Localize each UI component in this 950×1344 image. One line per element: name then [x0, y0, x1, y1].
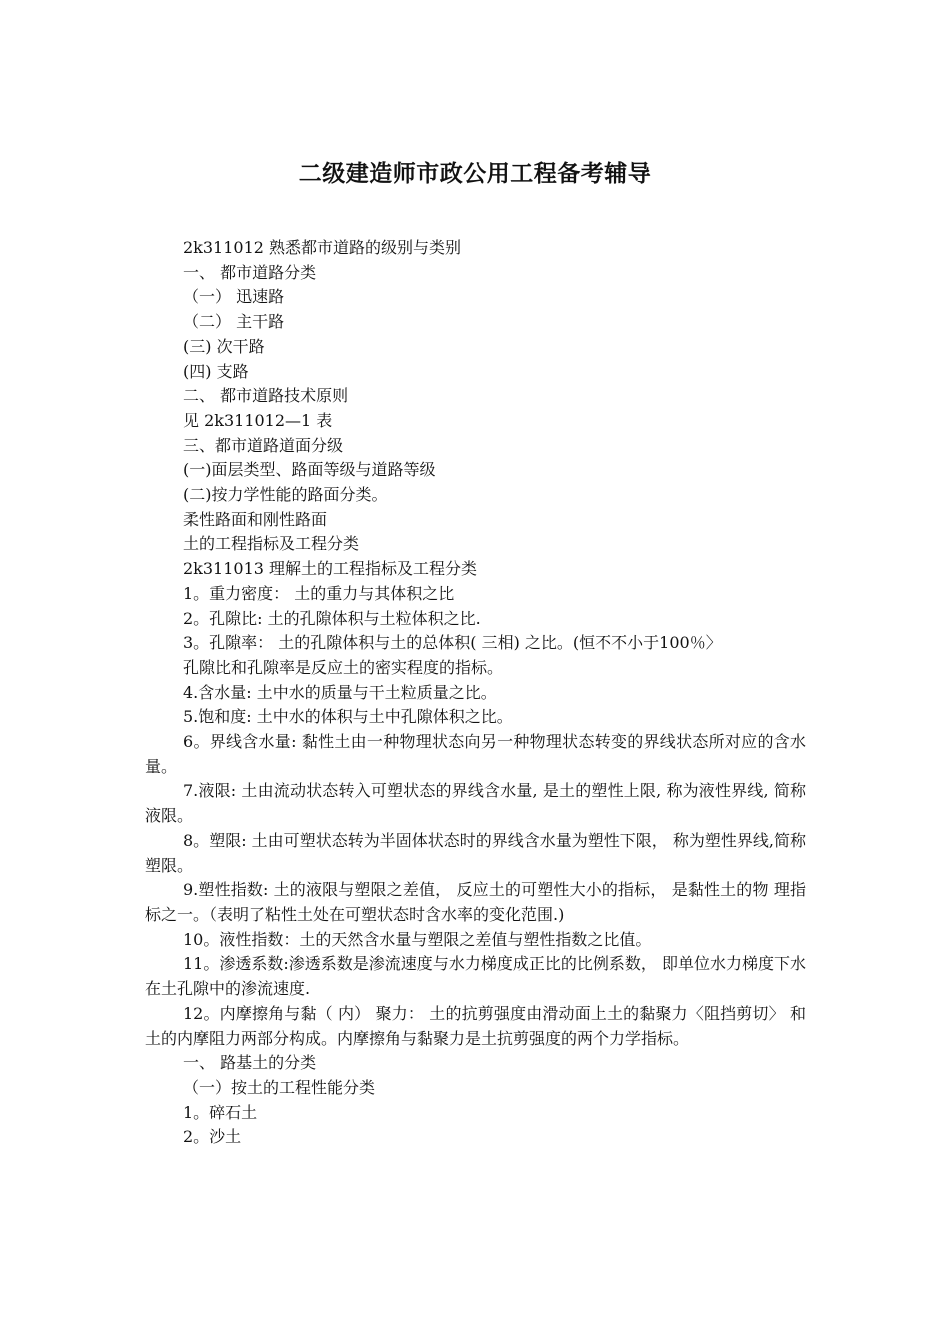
paragraph: 2。沙土 [183, 1127, 242, 1147]
paragraph: (四) 支路 [183, 361, 249, 381]
paragraph: 柔性路面和刚性路面 [183, 509, 328, 529]
paragraph: 1。重力密度： 土的重力与其体积之比 [183, 583, 455, 603]
document-title: 二级建造师市政公用工程备考辅导 [298, 161, 652, 187]
document-body [145, 236, 806, 1150]
paragraph: （一） 迅速路 [183, 287, 285, 307]
paragraph: 10。液性指数：土的天然含水量与塑限之差值与塑性指数之比值。 [183, 929, 652, 949]
paragraph: (一)面层类型、路面等级与道路等级 [183, 460, 436, 480]
paragraph: 7.液限: 土由流动状态转入可塑状态的界线含水量, 是土的塑性上限, 称为液性界线, 简称液限。 [145, 781, 806, 826]
paragraph: 孔隙比和孔隙率是反应土的密实程度的指标。 [183, 657, 504, 677]
paragraph: 5.饱和度: 土中水的体积与土中孔隙体积之比。 [183, 707, 513, 727]
paragraph: 一、 都市道路分类 [183, 262, 317, 282]
paragraph: 二、 都市道路技术原则 [183, 386, 349, 406]
paragraph: 一、 路基土的分类 [183, 1053, 317, 1073]
paragraph: 2。孔隙比: 土的孔隙体积与土粒体积之比. [183, 608, 481, 628]
paragraph: 9.塑性指数: 土的液限与塑限之差值， 反应土的可塑性大小的指标， 是黏性土的物 理指标之一。（表明了粘性土处在可塑状态时含水率的变化范围.) [145, 880, 806, 924]
paragraph: 8。塑限: 土由可塑状态转为半固体状态时的界线含水量为塑性下限， 称为塑性界线,简称塑限。 [145, 830, 806, 875]
paragraph: 三、都市道路道面分级 [183, 435, 344, 455]
paragraph: 11。渗透系数:渗透系数是渗流速度与水力梯度成正比的比例系数， 即单位水力梯度下水在土孔隙中的渗流速度. [145, 954, 806, 999]
paragraph: （一）按土的工程性能分类 [183, 1077, 376, 1097]
paragraph: 2k311012 熟悉都市道路的级别与类别 [183, 238, 462, 257]
paragraph: 3。孔隙率： 土的孔隙体积与土的总体积( 三相) 之比。(恒不不小于100％〉 [183, 633, 722, 653]
paragraph: (三) 次干路 [183, 336, 265, 356]
paragraph: 1。碎石土 [183, 1102, 258, 1122]
paragraph: 见 2k311012—1 表 [183, 410, 333, 430]
paragraph: （二） 主干路 [183, 312, 285, 332]
paragraph: (二)按力学性能的路面分类。 [183, 485, 388, 505]
paragraph: 4.含水量: 土中水的质量与干土粒质量之比。 [183, 682, 497, 702]
paragraph: 6。界线含水量: 黏性土由一种物理状态向另一种物理状态转变的界线状态所对应的含水量。 [145, 732, 806, 776]
paragraph: 2k311013 理解土的工程指标及工程分类 [183, 559, 478, 579]
paragraph: 12。内摩擦角与黏（ 内） 聚力： 土的抗剪强度由滑动面上土的黏聚力〈阻挡剪切〉 和土的内摩阻力两部分构成。内摩擦角与黏聚力是土抗剪强度的两个力学指标。 [145, 1003, 806, 1048]
paragraph: 土的工程指标及工程分类 [183, 534, 360, 554]
